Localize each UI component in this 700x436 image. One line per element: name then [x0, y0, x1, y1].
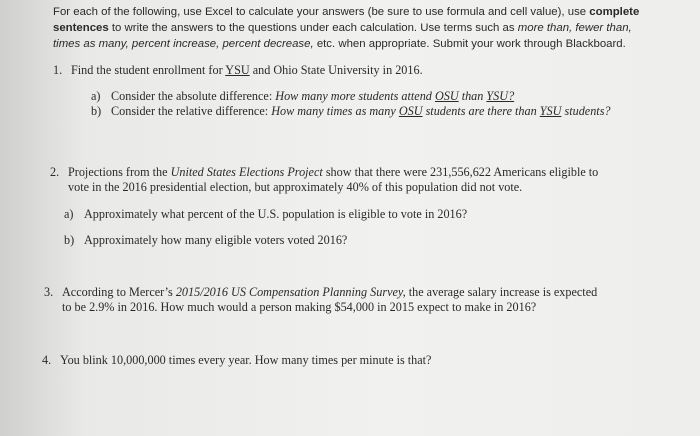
q1a-italic2: than: [461, 89, 484, 103]
q1-text-b: and Ohio State University in 2016.: [252, 63, 423, 77]
question-3-line1: [62, 284, 597, 300]
q2a-label: a): [64, 207, 74, 221]
question-2: [50, 164, 670, 254]
q1b-italic3: students?: [564, 104, 611, 118]
question-1-number: 1.: [53, 63, 63, 77]
question-2a: [64, 206, 467, 222]
instructions-bold-sentences: sentences: [53, 22, 109, 34]
question-1a: [91, 88, 514, 104]
instructions-bold-complete: complete: [589, 6, 640, 18]
question-1b: [91, 103, 611, 119]
q1a-osu: OSU: [434, 89, 459, 103]
q2-line1-a: Projections from the: [68, 165, 168, 179]
q1b-italic1: How many times as many: [271, 104, 396, 118]
q2-line1-italic: United States Elections Project: [170, 165, 323, 179]
instructions-italic-terms2: times as many, percent increase, percent decrease,: [53, 38, 314, 50]
q1-ysu: YSU: [225, 63, 250, 77]
q1-text-a: Find the student enrollment for: [71, 63, 223, 77]
question-3-number: 3.: [44, 285, 54, 299]
q1a-ysu: YSU?: [486, 89, 515, 103]
q1a-text: Consider the absolute difference:: [111, 89, 273, 103]
q3-line1-italic: 2015/2016 US Compensation Planning Survey,: [175, 285, 406, 299]
question-4: [42, 352, 662, 370]
q2b-text: Approximately how many eligible voters voted 2016?: [84, 233, 348, 247]
instructions-paragraph: [53, 4, 653, 52]
instructions-line3: etc. when appropriate. Submit your work through Blackboard.: [316, 38, 626, 50]
question-4-text: You blink 10,000,000 times every year. How many times per minute is that?: [60, 353, 432, 367]
q2a-text: Approximately what percent of the U.S. population is eligible to vote in 2016?: [84, 207, 468, 221]
q1b-label: b): [91, 104, 102, 118]
q2-line1-b: show that there were 231,556,622 Americans eligible to: [325, 165, 599, 179]
q1b-text: Consider the relative difference:: [111, 104, 269, 118]
question-4-number: 4.: [42, 353, 52, 367]
q3-line1-a: According to Mercer’s: [62, 285, 173, 299]
q1a-label: a): [91, 89, 101, 103]
instructions-line1: For each of the following, use Excel to calculate your answers (be sure to use formula and cell value), use: [53, 6, 587, 18]
question-1: [53, 62, 673, 132]
q3-line1-b: the average salary increase is expected: [408, 285, 598, 299]
question-2-number: 2.: [50, 165, 60, 179]
q1b-italic2: students are there than: [425, 104, 537, 118]
question-2b: [64, 232, 347, 248]
instructions-italic-terms1: more than, fewer than,: [517, 22, 632, 34]
q1a-italic1: How many more students attend: [275, 89, 432, 103]
question-2-line2: vote in the 2016 presidential election, but approximately 40% of this population did not vote.: [68, 180, 523, 194]
q1b-osu: OSU: [398, 104, 423, 118]
question-3: [44, 284, 664, 318]
question-1-text: [71, 62, 423, 78]
question-2-line1: [68, 164, 598, 180]
q2b-label: b): [64, 233, 75, 247]
question-3-line2: to be 2.9% in 2016. How much would a person making $54,000 in 2015 expect to make in 2016?: [62, 300, 537, 314]
instructions-line2: to write the answers to the questions under each calculation. Use terms such as: [111, 22, 515, 34]
q1b-ysu: YSU: [539, 104, 562, 118]
